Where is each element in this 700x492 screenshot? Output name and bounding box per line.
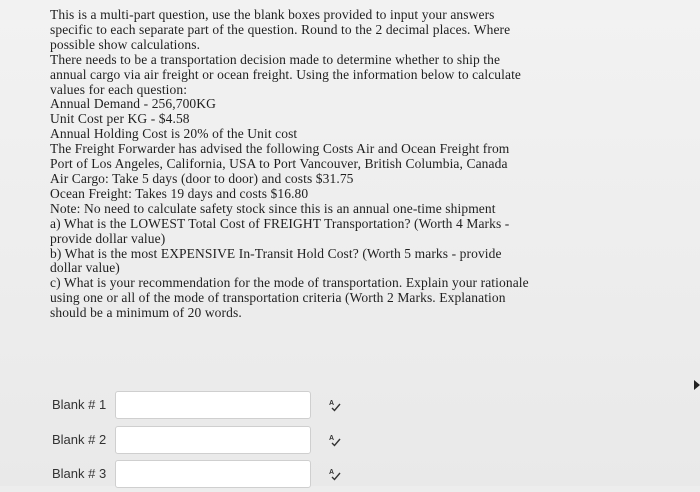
spell-check-icon[interactable] xyxy=(328,433,342,447)
question-line: dollar value) xyxy=(50,260,120,276)
question-line: specific to each separate part of the question. Round to the 2 decimal places. Where xyxy=(50,21,511,37)
blank-input-1[interactable] xyxy=(115,391,311,419)
blank-input-3[interactable] xyxy=(115,460,311,488)
arrow-right-icon xyxy=(694,380,700,390)
question-line: Port of Los Angeles, California, USA to Port Vancouver, British Columbia, Canada xyxy=(50,156,508,172)
question-line: possible show calculations. xyxy=(50,36,201,52)
blank-row-1 xyxy=(52,391,382,423)
question-line: This is a multi-part question, use the blank boxes provided to input your answers xyxy=(50,7,495,22)
question-line: Air Cargo: Take 5 days (door to door) and costs $31.75 xyxy=(50,170,354,186)
question-line: provide dollar value) xyxy=(50,230,166,246)
question-line: should be a minimum of 20 words. xyxy=(50,305,242,321)
spell-check-icon[interactable] xyxy=(328,467,342,481)
blank-label-1: Blank # 1 xyxy=(52,397,107,412)
question-line: Annual Holding Cost is 20% of the Unit cost xyxy=(50,126,298,142)
spell-check-icon[interactable] xyxy=(328,398,342,412)
blank-row-3 xyxy=(52,460,382,492)
svg-text:A: A xyxy=(329,400,335,407)
question-line: annual cargo via air freight or ocean freight. Using the information below to calculate xyxy=(50,66,522,82)
blank-label-2: Blank # 2 xyxy=(52,432,107,447)
question-line: values for each question: xyxy=(50,81,188,97)
question-line: The Freight Forwarder has advised the following Costs Air and Ocean Freight from xyxy=(50,141,510,157)
blank-input-2[interactable] xyxy=(115,426,311,454)
question-line: Annual Demand - 256,700KG xyxy=(50,96,216,112)
svg-text:A: A xyxy=(329,469,335,476)
blank-row-2 xyxy=(52,426,382,458)
question-line: b) What is the most EXPENSIVE In-Transit Hold Cost? (Worth 5 marks - provide xyxy=(50,245,502,261)
question-line: c) What is your recommendation for the mode of transportation. Explain your rationale xyxy=(50,275,529,291)
question-line: a) What is the LOWEST Total Cost of FREIGHT Transportation? (Worth 4 Marks - xyxy=(50,215,510,231)
question-line: Ocean Freight: Takes 19 days and costs $16.80 xyxy=(50,185,309,201)
blank-label-3: Blank # 3 xyxy=(52,466,107,481)
question-text xyxy=(50,8,630,321)
question-line: Note: No need to calculate safety stock since this is an annual one-time shipment xyxy=(50,200,496,216)
question-line: using one or all of the mode of transportation criteria (Worth 2 Marks. Explanation xyxy=(50,290,506,306)
question-line: There needs to be a transportation decision made to determine whether to ship the xyxy=(50,51,501,67)
svg-text:A: A xyxy=(329,435,335,442)
question-line: Unit Cost per KG - $4.58 xyxy=(50,111,190,127)
